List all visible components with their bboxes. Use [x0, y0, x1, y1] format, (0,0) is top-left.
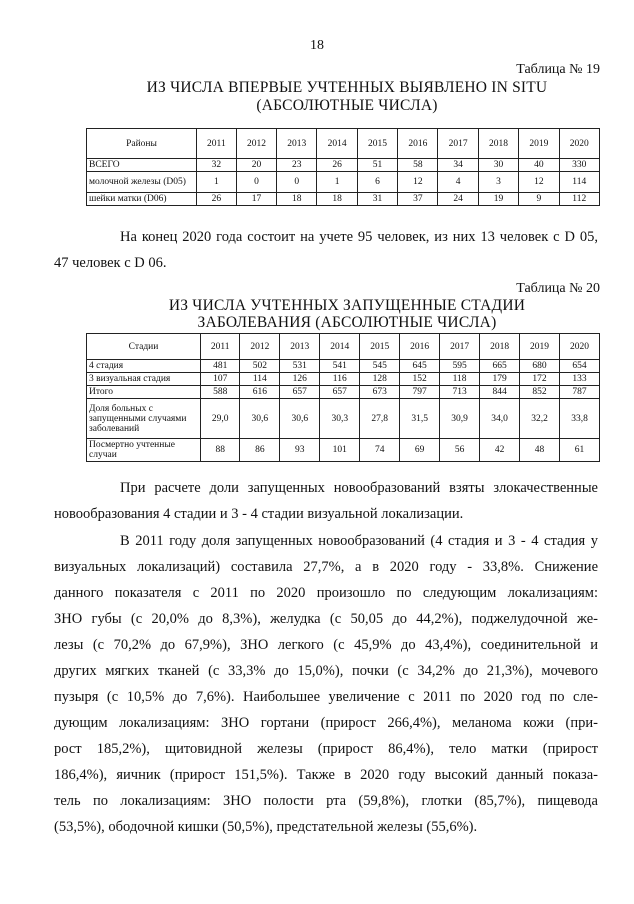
- table-20-header-year: 2016: [400, 334, 440, 360]
- row-label-cell: Итого: [87, 386, 201, 399]
- table-20-header-year: 2015: [360, 334, 400, 360]
- table-19-header-row: [87, 129, 600, 159]
- value-cell: 545: [360, 360, 400, 373]
- value-cell: 30,6: [240, 399, 280, 439]
- value-cell: 657: [280, 386, 320, 399]
- value-cell: 4: [438, 172, 478, 193]
- value-cell: 30,6: [280, 399, 320, 439]
- table-row: [87, 386, 600, 399]
- table-19-title-line-1: ИЗ ЧИСЛА ВПЕРВЫЕ УЧТЕННЫХ ВЫЯВЛЕНО IN SITU: [146, 79, 548, 96]
- value-cell: 645: [400, 360, 440, 373]
- value-cell: 502: [240, 360, 280, 373]
- value-cell: 69: [400, 439, 440, 462]
- value-cell: 107: [201, 373, 240, 386]
- value-cell: 74: [360, 439, 400, 462]
- value-cell: 665: [480, 360, 520, 373]
- value-cell: 787: [560, 386, 600, 399]
- text-line: лезы (с 70,2% до 67,9%), ЗНО легкого (с 45,9% до 43,4%), соединительной и: [54, 637, 598, 653]
- text-line: дующим локализациям: ЗНО гортани (прирост 266,4%), меланома кожи (при-: [54, 715, 598, 731]
- value-cell: 1: [197, 172, 237, 193]
- text-line: ЗНО губы (с 20,0% до 8,3%), желудка (с 50,05 до 44,2%), поджелудочной же-: [54, 611, 598, 627]
- value-cell: 133: [560, 373, 600, 386]
- value-cell: 9: [519, 193, 559, 206]
- value-cell: 541: [320, 360, 360, 373]
- row-label-cell: ВСЕГО: [87, 159, 197, 172]
- table-20-header-year: 2012: [240, 334, 280, 360]
- value-cell: 179: [480, 373, 520, 386]
- value-cell: 797: [400, 386, 440, 399]
- value-cell: 330: [559, 159, 599, 172]
- table-19-header-year: 2012: [236, 129, 276, 159]
- value-cell: 112: [559, 193, 599, 206]
- text-line: тель по локализациям: ЗНО полости рта (59,8%), глотки (85,7%), пищевода: [54, 793, 598, 809]
- value-cell: 33,8: [560, 399, 600, 439]
- table-19-header-year: 2017: [438, 129, 478, 159]
- row-label-cell: 3 визуальная стадия: [87, 373, 201, 386]
- value-cell: 93: [280, 439, 320, 462]
- table-19-header-year: 2018: [478, 129, 518, 159]
- value-cell: 531: [280, 360, 320, 373]
- page-number: 18: [310, 38, 324, 53]
- table-19-header-year: 2013: [277, 129, 317, 159]
- value-cell: 31: [357, 193, 397, 206]
- value-cell: 12: [398, 172, 438, 193]
- table-20-header-year: 2018: [480, 334, 520, 360]
- value-cell: 0: [236, 172, 276, 193]
- value-cell: 852: [520, 386, 560, 399]
- value-cell: 30,9: [440, 399, 480, 439]
- value-cell: 30,3: [320, 399, 360, 439]
- value-cell: 40: [519, 159, 559, 172]
- text-line: рост 185,2%), щитовидной железы (прирост 86,4%), тело матки (прирост: [54, 741, 598, 757]
- value-cell: 24: [438, 193, 478, 206]
- value-cell: 42: [480, 439, 520, 462]
- text-line: пузыря (с 10,5% до 7,6%). Наибольшее увеличение с 2011 по 2020 год по сле-: [54, 689, 598, 705]
- value-cell: 12: [519, 172, 559, 193]
- table-19-header-year: 2014: [317, 129, 357, 159]
- value-cell: 18: [277, 193, 317, 206]
- value-cell: 101: [320, 439, 360, 462]
- paragraph-neglected-share-analysis: [54, 528, 598, 840]
- value-cell: 114: [559, 172, 599, 193]
- value-cell: 657: [320, 386, 360, 399]
- value-cell: 17: [236, 193, 276, 206]
- table-20-label: Таблица № 20: [516, 281, 600, 296]
- value-cell: 116: [320, 373, 360, 386]
- value-cell: 88: [201, 439, 240, 462]
- table-19-header-year: 2020: [559, 129, 599, 159]
- value-cell: 34: [438, 159, 478, 172]
- value-cell: 713: [440, 386, 480, 399]
- value-cell: 18: [317, 193, 357, 206]
- value-cell: 31,5: [400, 399, 440, 439]
- value-cell: 172: [520, 373, 560, 386]
- table-20-header-year: 2017: [440, 334, 480, 360]
- value-cell: 616: [240, 386, 280, 399]
- value-cell: 0: [277, 172, 317, 193]
- table-19-label: Таблица № 19: [516, 62, 600, 77]
- text-line: В 2011 году доля запущенных новообразований (4 стадия и 3 - 4 стадия у: [120, 533, 598, 549]
- table-19-title-line-2: (АБСОЛЮТНЫЕ ЧИСЛА): [256, 97, 438, 114]
- row-label-cell: 4 стадия: [87, 360, 201, 373]
- table-row: [87, 399, 600, 439]
- table-19-header-districts: Районы: [87, 129, 197, 159]
- table-19-header-year: 2011: [197, 129, 237, 159]
- row-label-cell: шейки матки (D06): [87, 193, 197, 206]
- table-20-header-year: 2013: [280, 334, 320, 360]
- table-20-header-year: 2011: [201, 334, 240, 360]
- value-cell: 481: [201, 360, 240, 373]
- value-cell: 152: [400, 373, 440, 386]
- value-cell: 27,8: [360, 399, 400, 439]
- table-19-header-year: 2019: [519, 129, 559, 159]
- value-cell: 128: [360, 373, 400, 386]
- text-line: визуальных локализаций) составила 27,7%, а в 2020 году - 33,8%. Снижение: [54, 559, 598, 575]
- text-line: (53,5%), ободочной кишки (50,5%), предстательной железы (55,6%).: [54, 819, 478, 835]
- table-row: [87, 439, 600, 462]
- table-20-header-year: 2020: [560, 334, 600, 360]
- row-label-cell: Посмертно учтенные случаи: [87, 439, 201, 462]
- table-20-header-stages: Стадии: [87, 334, 201, 360]
- table-20-header-year: 2019: [520, 334, 560, 360]
- value-cell: 37: [398, 193, 438, 206]
- value-cell: 3: [478, 172, 518, 193]
- value-cell: 30: [478, 159, 518, 172]
- value-cell: 34,0: [480, 399, 520, 439]
- value-cell: 29,0: [201, 399, 240, 439]
- table-row: [87, 193, 600, 206]
- text-line: 47 человек с D 06.: [54, 255, 167, 271]
- value-cell: 26: [197, 193, 237, 206]
- value-cell: 114: [240, 373, 280, 386]
- text-line: данного показателя с 2011 по 2020 произошло по следующим локализациям:: [54, 585, 598, 601]
- table-row: [87, 360, 600, 373]
- row-label-cell: Доля больных с запущенными случаями заболеваний: [87, 399, 201, 439]
- value-cell: 673: [360, 386, 400, 399]
- value-cell: 26: [317, 159, 357, 172]
- value-cell: 126: [280, 373, 320, 386]
- text-line: других мягких тканей (с 33,3% до 15,0%), почки (с 34,2% до 21,3%), мочевого: [54, 663, 598, 679]
- text-line: 186,4%), яичник (прирост 151,5%). Также в 2020 году высокий данный показа-: [54, 767, 598, 783]
- value-cell: 86: [240, 439, 280, 462]
- table-20-title-line-1: ИЗ ЧИСЛА УЧТЕННЫХ ЗАПУЩЕННЫЕ СТАДИИ: [168, 297, 526, 314]
- value-cell: 23: [277, 159, 317, 172]
- table-20: [86, 333, 600, 462]
- value-cell: 61: [560, 439, 600, 462]
- value-cell: 19: [478, 193, 518, 206]
- text-line: При расчете доли запущенных новообразований взяты злокачественные: [120, 480, 598, 496]
- value-cell: 654: [560, 360, 600, 373]
- value-cell: 595: [440, 360, 480, 373]
- table-row: [87, 172, 600, 193]
- value-cell: 48: [520, 439, 560, 462]
- text-line: новообразования 4 стадии и 3 - 4 стадии визуальной локализации.: [54, 506, 464, 522]
- table-19-header-year: 2015: [357, 129, 397, 159]
- value-cell: 6: [357, 172, 397, 193]
- value-cell: 32,2: [520, 399, 560, 439]
- value-cell: 51: [357, 159, 397, 172]
- paragraph-in-situ-registry: [54, 224, 598, 276]
- value-cell: 118: [440, 373, 480, 386]
- value-cell: 32: [197, 159, 237, 172]
- table-20-header-row: [87, 334, 600, 360]
- text-line: На конец 2020 года состоит на учете 95 человек, из них 13 человек с D 05,: [120, 229, 598, 245]
- table-20-header-year: 2014: [320, 334, 360, 360]
- table-19-header-year: 2016: [398, 129, 438, 159]
- value-cell: 58: [398, 159, 438, 172]
- value-cell: 844: [480, 386, 520, 399]
- value-cell: 1: [317, 172, 357, 193]
- value-cell: 56: [440, 439, 480, 462]
- table-19: [86, 128, 600, 206]
- table-20-title-line-2: ЗАБОЛЕВАНИЯ (АБСОЛЮТНЫЕ ЧИСЛА): [197, 314, 497, 331]
- table-row: [87, 373, 600, 386]
- table-row: [87, 159, 600, 172]
- value-cell: 20: [236, 159, 276, 172]
- row-label-cell: молочной железы (D05): [87, 172, 197, 193]
- value-cell: 680: [520, 360, 560, 373]
- value-cell: 588: [201, 386, 240, 399]
- paragraph-calculation-note: [54, 475, 598, 527]
